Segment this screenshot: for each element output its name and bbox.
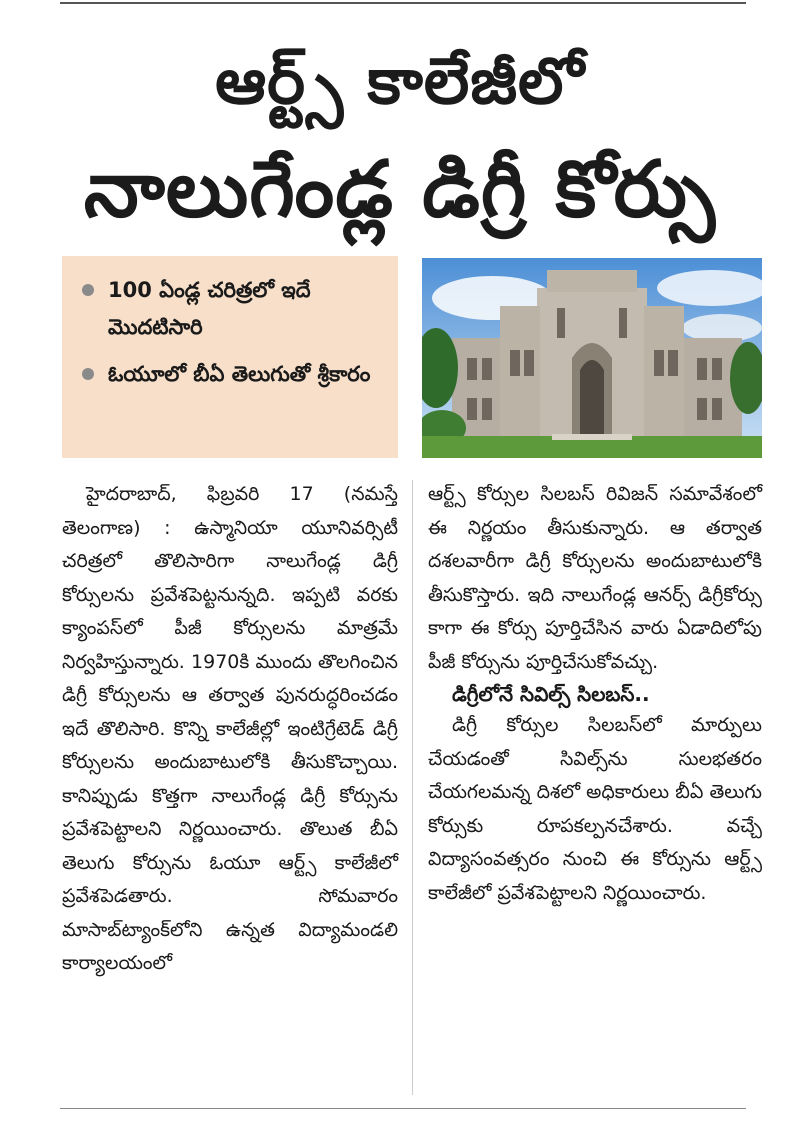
highlight-text: 100 ఏండ్ల చరిత్రలో ఇదే మొదటిసారి bbox=[108, 278, 311, 339]
headline-line-1: ఆర్ట్స్ కాలేజీలో bbox=[215, 45, 585, 119]
subheading: డిగ్రీలోనే సివిల్స్ సిలబస్.. bbox=[452, 682, 650, 706]
headline-line-2: నాలుగేండ్ల డిగ్రీ కోర్సు bbox=[83, 145, 717, 235]
highlights-box bbox=[62, 256, 398, 458]
bottom-rule bbox=[60, 1108, 746, 1109]
bullet-icon bbox=[82, 368, 94, 380]
column-divider bbox=[412, 480, 413, 1095]
arts-college-photo bbox=[422, 258, 762, 458]
body-paragraph: హైదరాబాద్, ఫిబ్రవరి 17 (నమస్తే తెలంగాణ) : ఉస్మానియా యూనివర్సిటీ చరిత్రలో తొలిసారిగా నాలుగేండ్ల డిగ్రీ కోర్సులను ప్రవేశపెట్టనున్నది. ఇప్పటి వరకు క్యాంపస్‌లో పీజీ కోర్సులను మాత్రమే నిర్వహిస్తున్నారు. 1970కి ముందు తొలగించిన డిగ్రీ కోర్సులను ఆ తర్వాత పునరుద్ధరించడం ఇదే తొలిసారి. కొన్ని కాలేజీల్లో ఇంటిగ్రేటెడ్ డిగ్రీ కోర్సులను అందుబాటులోకి తీసుకొచ్చాయి. కానిప్పుడు కొత్తగా నాలుగేండ్ల డిగ్రీ కోర్సును ప్రవేశపెట్టాలని నిర్ణయించారు. తొలుత బీఏ తెలుగు కోర్సును ఓయూ ఆర్ట్స్ కాలేజీలో ప్రవేశపెడతారు. సోమవారం మాసాబ్‌ట్యాంక్‌లోని ఉన్నత విద్యామండలి కార్యాలయంలో bbox=[62, 483, 398, 974]
highlight-item bbox=[82, 356, 386, 393]
top-rule bbox=[60, 2, 746, 4]
highlight-item bbox=[82, 272, 386, 346]
article-column-right bbox=[428, 478, 762, 910]
body-paragraph: డిగ్రీ కోర్సుల సిలబస్‌లో మార్పులు చేయడంతో సివిల్స్‌ను సులభతరం చేయగలమన్న దిశలో అధికారులు బీఏ తెలుగు కోర్సుకు రూపకల్పనచేశారు. వచ్చే విద్యాసంవత్సరం నుంచి ఈ కోర్సును ఆర్ట్స్ కాలేజీలో ప్రవేశపెట్టాలని నిర్ణయించారు. bbox=[428, 714, 762, 904]
highlight-text: ఓయూలో బీఏ తెలుగుతో శ్రీకారం bbox=[108, 362, 371, 386]
article-column-left bbox=[62, 478, 398, 981]
body-paragraph: ఆర్ట్స్ కోర్సుల సిలబస్ రివిజన్ సమావేశంలో ఈ నిర్ణయం తీసుకున్నారు. ఆ తర్వాత దశలవారీగా డిగ్రీ కోర్సులను అందుబాటులోకి తీసుకొస్తారు. ఇది నాలుగేండ్ల ఆనర్స్ డిగ్రీకోర్సు కాగా ఈ కోర్సు పూర్తిచేసిన వారు ఏడాదిలోపు పీజీ కోర్సును పూర్తిచేసుకోవచ్చు. bbox=[428, 483, 762, 673]
bullet-icon bbox=[82, 284, 94, 296]
